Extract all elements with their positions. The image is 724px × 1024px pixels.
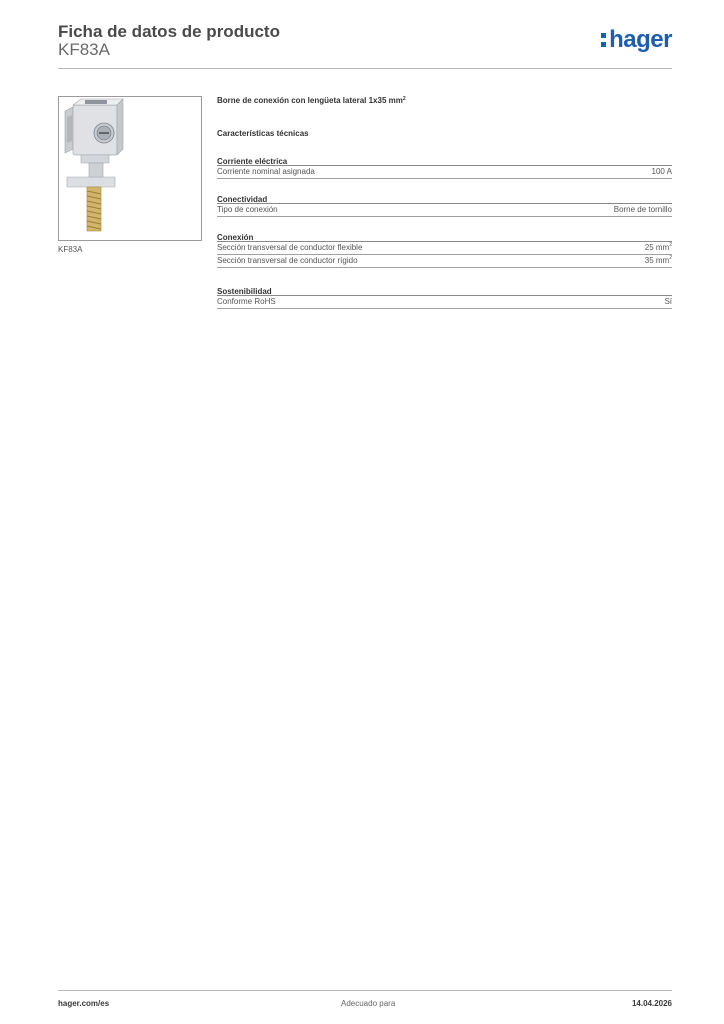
- spec-label: Tipo de conexión: [217, 205, 278, 214]
- footer-date: 14.04.2026: [631, 999, 672, 1008]
- logo-dots-icon: [601, 33, 606, 47]
- section-title: Sostenibilidad: [217, 284, 672, 296]
- hager-logo: [601, 26, 672, 54]
- spec-row: [217, 204, 672, 217]
- spec-value: 25 $mm^2$: [644, 242, 672, 252]
- spec-label: Corriente nominal asignada: [217, 167, 315, 176]
- product-description: Borne de conexión con lengüeta lateral 1x35 $mm^2$: [217, 96, 406, 105]
- description-superscript: 2: [402, 96, 406, 102]
- product-image: [58, 96, 202, 241]
- terminal-product-icon: [59, 97, 201, 240]
- spec-value: 100 A: [651, 167, 672, 176]
- specifications: [217, 96, 672, 309]
- spec-row: [217, 242, 672, 255]
- characteristics-title: Características técnicas: [217, 129, 309, 138]
- spec-value: 35 $mm^2$: [644, 255, 672, 265]
- page-header: [58, 22, 672, 70]
- header-divider: [58, 68, 672, 69]
- spec-row: [217, 296, 672, 309]
- section-title: Conexión: [217, 230, 672, 242]
- spec-value: Borne de tornillo: [613, 205, 672, 214]
- logo-text: hager: [609, 26, 672, 53]
- image-caption: KF83A: [58, 245, 83, 254]
- footer-note: Adecuado para: [341, 999, 396, 1008]
- spec-label: Conforme RoHS: [217, 297, 276, 306]
- spec-value: Sí: [664, 297, 672, 306]
- document-title: Ficha de datos de producto: [58, 22, 280, 41]
- spec-label: Sección transversal de conductor flexible: [217, 243, 363, 252]
- product-code: KF83A: [58, 40, 110, 59]
- spec-row: [217, 255, 672, 268]
- spec-row: [217, 166, 672, 179]
- footer-website-link[interactable]: hager.com/es: [58, 999, 110, 1008]
- section-title: Corriente eléctrica: [217, 154, 672, 166]
- section-title: Conectividad: [217, 192, 672, 204]
- footer-divider: [58, 990, 672, 991]
- spec-label: Sección transversal de conductor rígido: [217, 256, 358, 265]
